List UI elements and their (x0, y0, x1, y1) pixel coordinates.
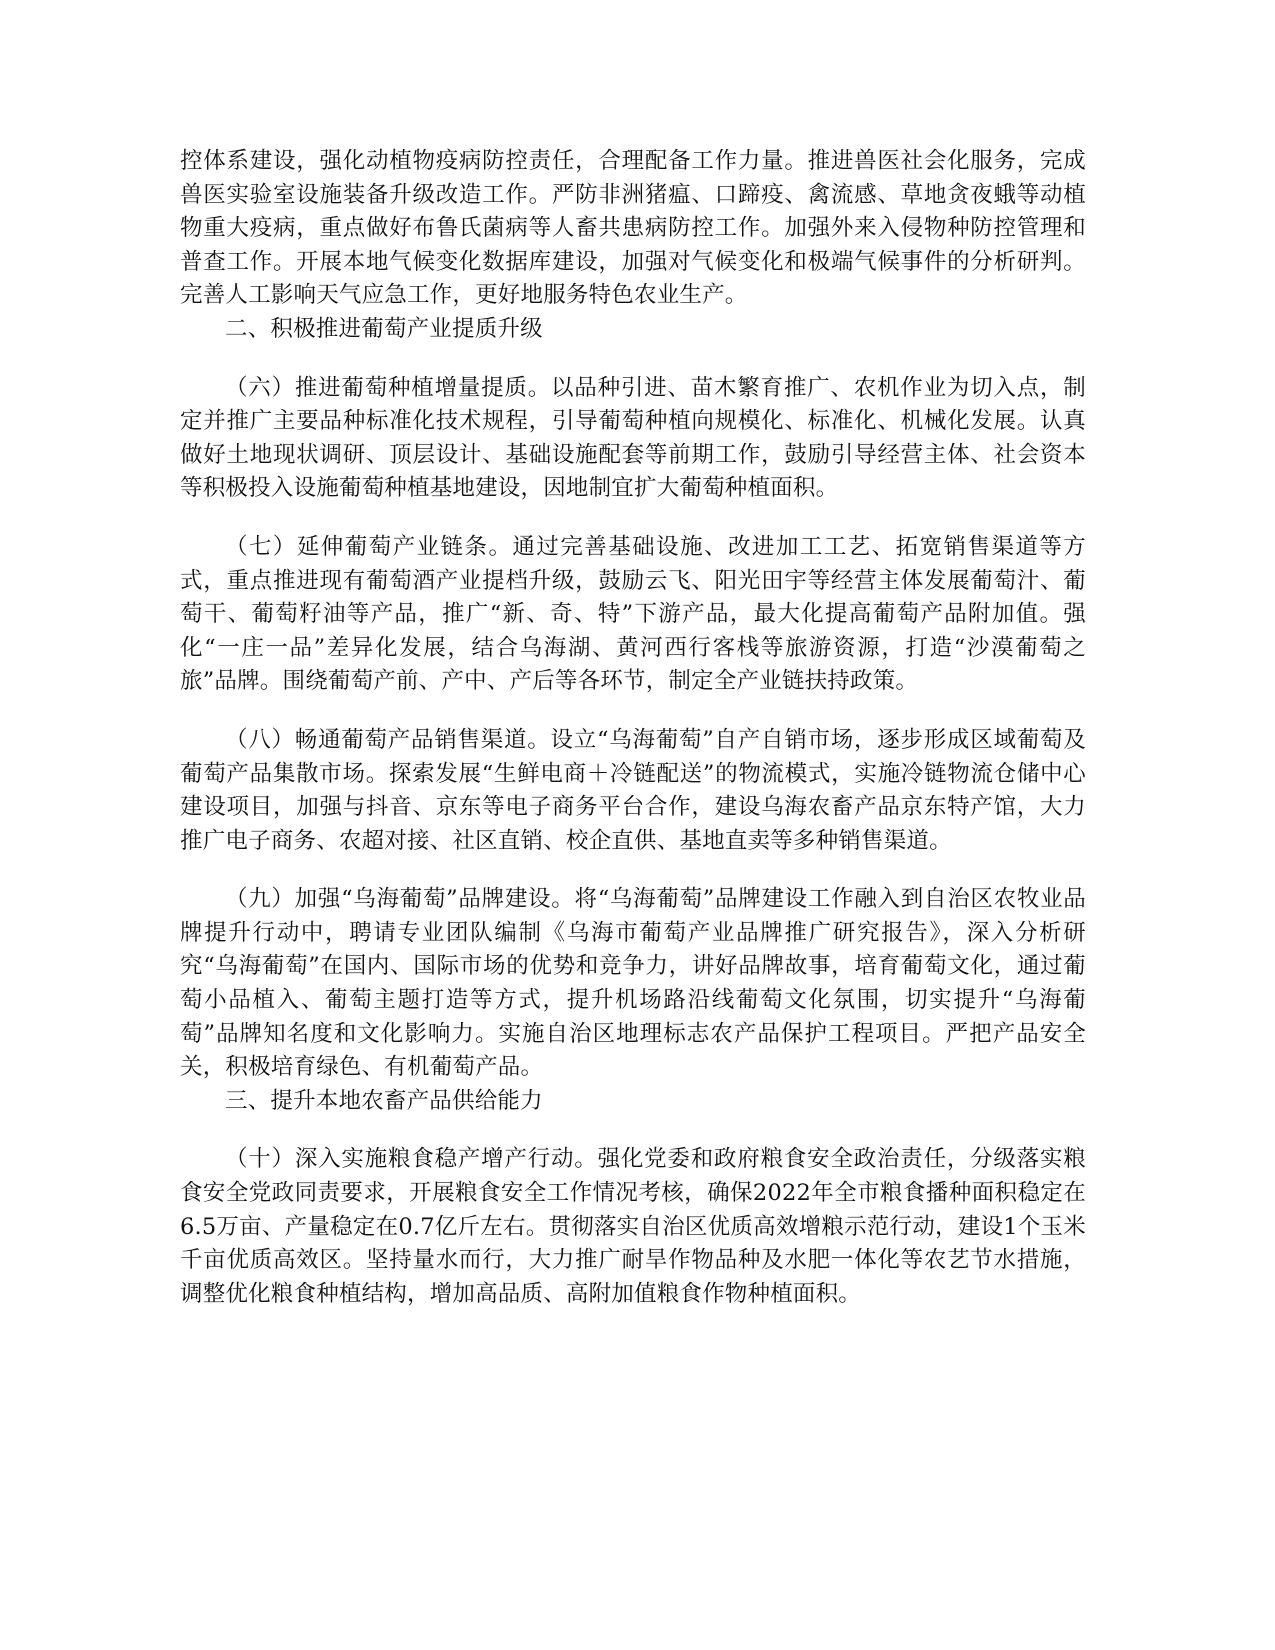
document-page (180, 145, 1086, 1311)
paragraph-grape-brand: （九）加强“乌海葡萄”品牌建设。将“乌海葡萄”品牌建设工作融入到自治区农牧业品牌提升行动中，聘请专业团队编制《乌海市葡萄产业品牌推广研究报告》，深入分析研究“乌海葡萄”在国内、国际市场的优势和竞争力，讲好品牌故事，培育葡萄文化，通过葡萄小品植入、葡萄主题打造等方式，提升机场路沿线葡萄文化氛围，切实提升“乌海葡萄”品牌知名度和文化影响力。实施自治区地理标志农产品保护工程项目。严把产品安全关，积极培育绿色、有机葡萄产品。 (180, 886, 1086, 1081)
paragraph-grape-industry-chain: （七）延伸葡萄产业链条。通过完善基础设施、改进加工工艺、拓宽销售渠道等方式，重点推进现有葡萄酒产业提档升级，鼓励云飞、阳光田宇等经营主体发展葡萄汁、葡萄干、葡萄籽油等产品，推广“新、奇、特”下游产品，最大化提高葡萄产品附加值。强化“一庄一品”差异化发展，结合乌海湖、黄河西行客栈等旅游资源，打造“沙漠葡萄之旅”品牌。围绕葡萄产前、产中、产后等各环节，制定全产业链扶持政策。 (180, 533, 1086, 695)
paragraph-epidemic-prevention: 控体系建设，强化动植物疫病防控责任，合理配备工作力量。推进兽医社会化服务，完成兽医实验室设施装备升级改造工作。严防非洲猪瘟、口蹄疫、禽流感、草地贪夜蛾等动植物重大疫病，重点做好布鲁氏菌病等人畜共患病防控工作。加强外来入侵物种防控管理和普查工作。开展本地气候变化数据库建设，加强对气候变化和极端气候事件的分析研判。完善人工影响天气应急工作，更好地服务特色农业生产。 (180, 148, 1086, 309)
paragraph-grain-production: （十）深入实施粮食稳产增产行动。强化党委和政府粮食安全政治责任，分级落实粮食安全党政同责要求，开展粮食安全工作情况考核，确保2022年全市粮食播种面积稳定在6.5万亩、产量稳定在0.7亿斤左右。贯彻落实自治区优质高效增粮示范行动，建设1个玉米千亩优质高效区。坚持量水而行，大力推广耐旱作物品种及水肥一体化等农艺节水措施，调整优化粮食种植结构，增加高品质、高附加值粮食作物种植面积。 (180, 1146, 1086, 1307)
section-heading-grape-industry: 二、积极推进葡萄产业提质升级 (225, 315, 543, 342)
paragraph-grape-sales-channels: （八）畅通葡萄产品销售渠道。设立“乌海葡萄”自产自销市场，逐步形成区域葡萄及葡萄产品集散市场。探索发展“生鲜电商＋冷链配送”的物流模式，实施冷链物流仓储中心建设项目，加强与抖音、京东等电子商务平台合作，建设乌海农畜产品京东特产馆，大力推广电子商务、农超对接、社区直销、校企直供、基地直卖等多种销售渠道。 (180, 726, 1086, 854)
paragraph-grape-planting: （六）推进葡萄种植增量提质。以品种引进、苗木繁育推广、农机作业为切入点，制定并推广主要品种标准化技术规程，引导葡萄种植向规模化、标准化、机械化发展。认真做好土地现状调研、顶层设计、基础设施配套等前期工作，鼓励引导经营主体、社会资本等积极投入设施葡萄种植基地建设，因地制宜扩大葡萄种植面积。 (180, 374, 1086, 502)
section-heading-agricultural-supply: 三、提升本地农畜产品供给能力 (225, 1087, 543, 1114)
